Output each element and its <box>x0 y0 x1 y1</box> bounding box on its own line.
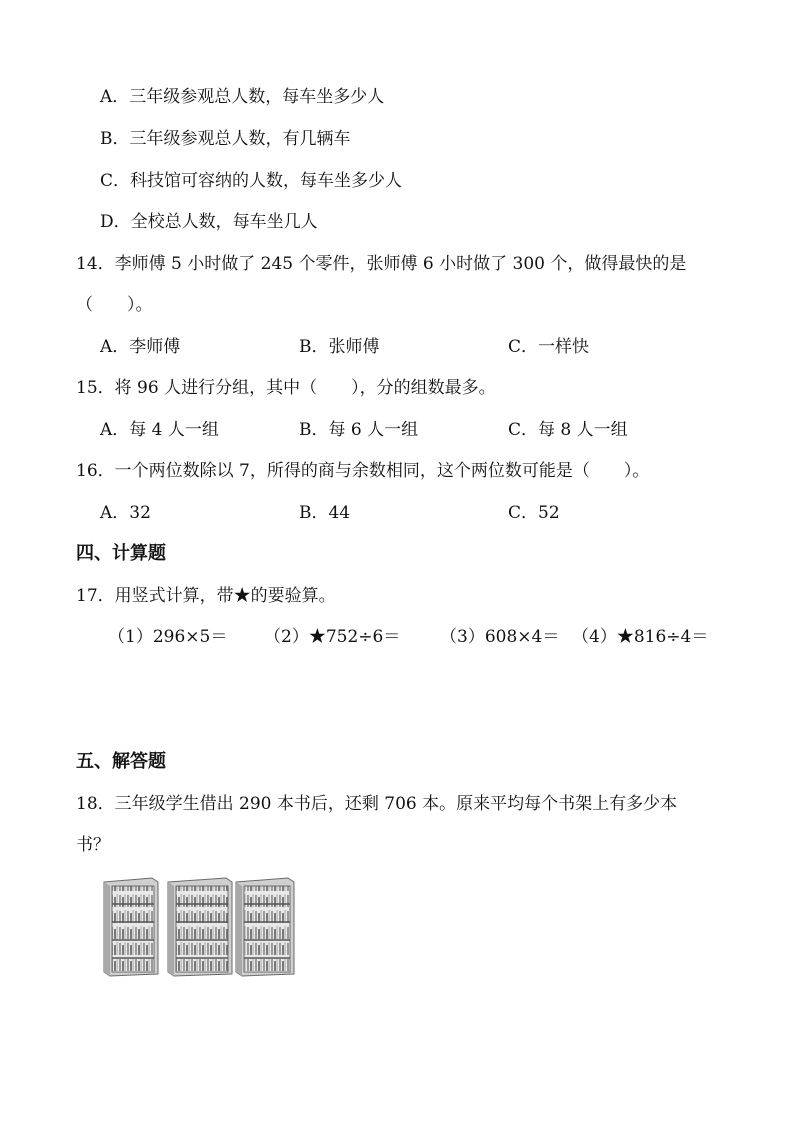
q15-option-c: C．每 8 人一组 <box>508 420 628 440</box>
q17-item-4: （4）★816÷4＝ <box>572 627 709 647</box>
q16-option-c: C．52 <box>508 503 560 523</box>
q13-option-c: C．科技馆可容纳的人数，每车坐多少人 <box>100 171 403 191</box>
q17-item-1: （1）296×5＝ <box>108 627 228 647</box>
q14-option-b: B．张师傅 <box>299 337 380 357</box>
bookshelves-illustration <box>102 876 302 978</box>
section-title-calculation: 四、计算题 <box>76 543 166 564</box>
q13-option-d: D．全校总人数，每车坐几人 <box>100 212 318 232</box>
bookshelf-1 <box>104 878 158 976</box>
q13-option-b: B．三年级参观总人数，有几辆车 <box>100 129 351 149</box>
q15-option-b: B．每 6 人一组 <box>299 420 419 440</box>
bookshelf-3 <box>236 878 294 976</box>
bookshelf-2 <box>168 878 232 976</box>
q14-option-a: A．李师傅 <box>100 337 181 357</box>
q17-item-3: （3）608×4＝ <box>440 627 560 647</box>
q16-option-b: B．44 <box>299 503 351 523</box>
q14-stem: 14．李师傅 5 小时做了 245 个零件，张师傅 6 小时做了 300 个，做得最快的是 <box>76 254 687 274</box>
q14-stem-cont: （ ）。 <box>76 295 153 315</box>
q17-stem: 17．用竖式计算，带★的要验算。 <box>76 586 336 606</box>
q15-option-a: A．每 4 人一组 <box>100 420 219 440</box>
q15-stem: 15．将 96 人进行分组，其中（ ），分的组数最多。 <box>76 378 496 398</box>
q16-option-a: A．32 <box>100 503 151 523</box>
q13-option-a: A．三年级参观总人数，每车坐多少人 <box>100 87 385 107</box>
q18-stem: 18．三年级学生借出 290 本书后，还剩 706 本。原来平均每个书架上有多少本 <box>76 794 678 814</box>
q17-item-2: （2）★752÷6＝ <box>264 627 401 647</box>
q14-option-c: C．一样快 <box>508 337 590 357</box>
q16-stem: 16．一个两位数除以 7，所得的商与余数相同，这个两位数可能是（ ）。 <box>76 461 650 481</box>
section-title-word-problems: 五、解答题 <box>76 751 166 772</box>
q18-stem-cont: 书？ <box>76 835 110 855</box>
